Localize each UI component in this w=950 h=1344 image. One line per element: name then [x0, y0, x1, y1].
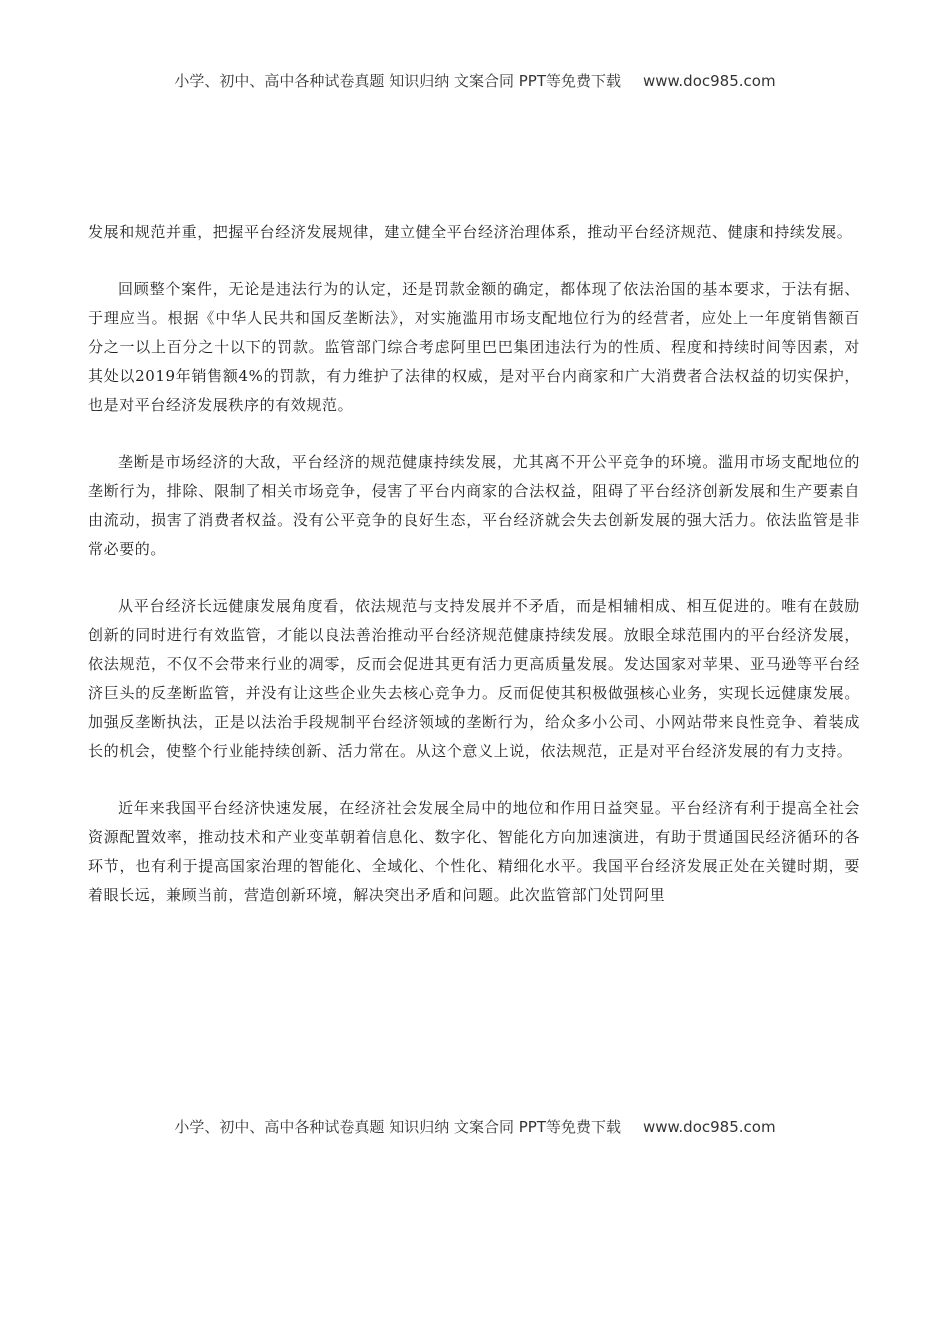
- page-header: [0, 70, 950, 91]
- article-body: [88, 218, 860, 938]
- footer-url[interactable]: www.doc985.com: [642, 1118, 776, 1136]
- header-url[interactable]: www.doc985.com: [642, 72, 776, 90]
- header-text: 小学、初中、高中各种试卷真题 知识归纳 文案合同 PPT等免费下载: [174, 72, 621, 90]
- page-footer: [0, 1116, 950, 1137]
- paragraph: 从平台经济长远健康发展角度看，依法规范与支持发展并不矛盾，而是相辅相成、相互促进的。唯有在鼓励创新的同时进行有效监管，才能以良法善治推动平台经济规范健康持续发展。放眼全球范围内的平台经济发展，依法规范，不仅不会带来行业的凋零，反而会促进其更有活力更高质量发展。发达国家对苹果、亚马逊等平台经济巨头的反垄断监管，并没有让这些企业失去核心竞争力。反而促使其积极做强核心业务，实现长远健康发展。加强反垄断执法，正是以法治手段规制平台经济领域的垄断行为，给众多小公司、小网站带来良性竞争、着装成长的机会，使整个行业能持续创新、活力常在。从这个意义上说，依法规范，正是对平台经济发展的有力支持。: [88, 597, 860, 760]
- paragraph: 垄断是市场经济的大敌，平台经济的规范健康持续发展，尤其离不开公平竞争的环境。滥用市场支配地位的垄断行为，排除、限制了相关市场竞争，侵害了平台内商家的合法权益，阻碍了平台经济创新发展和生产要素自由流动，损害了消费者权益。没有公平竞争的良好生态，平台经济就会失去创新发展的强大活力。依法监管是非常必要的。: [88, 453, 860, 558]
- paragraph-continued: 发展和规范并重，把握平台经济发展规律，建立健全平台经济治理体系，推动平台经济规范、健康和持续发展。: [88, 223, 853, 241]
- paragraph: 近年来我国平台经济快速发展，在经济社会发展全局中的地位和作用日益突显。平台经济有利于提高全社会资源配置效率，推动技术和产业变革朝着信息化、数字化、智能化方向加速演进，有助于贯通国民经济循环的各环节，也有利于提高国家治理的智能化、全域化、个性化、精细化水平。我国平台经济发展正处在关键时期，要着眼长远，兼顾当前，营造创新环境，解决突出矛盾和问题。此次监管部门处罚阿里: [88, 799, 860, 904]
- paragraph: 回顾整个案件，无论是违法行为的认定，还是罚款金额的确定，都体现了依法治国的基本要求，于法有据、于理应当。根据《中华人民共和国反垄断法》，对实施滥用市场支配地位行为的经营者，应处上一年度销售额百分之一以上百分之十以下的罚款。监管部门综合考虑阿里巴巴集团违法行为的性质、程度和持续时间等因素，对其处以2019年销售额4%的罚款，有力维护了法律的权威，是对平台内商家和广大消费者合法权益的切实保护，也是对平台经济发展秩序的有效规范。: [88, 280, 860, 414]
- footer-text: 小学、初中、高中各种试卷真题 知识归纳 文案合同 PPT等免费下载: [174, 1118, 621, 1136]
